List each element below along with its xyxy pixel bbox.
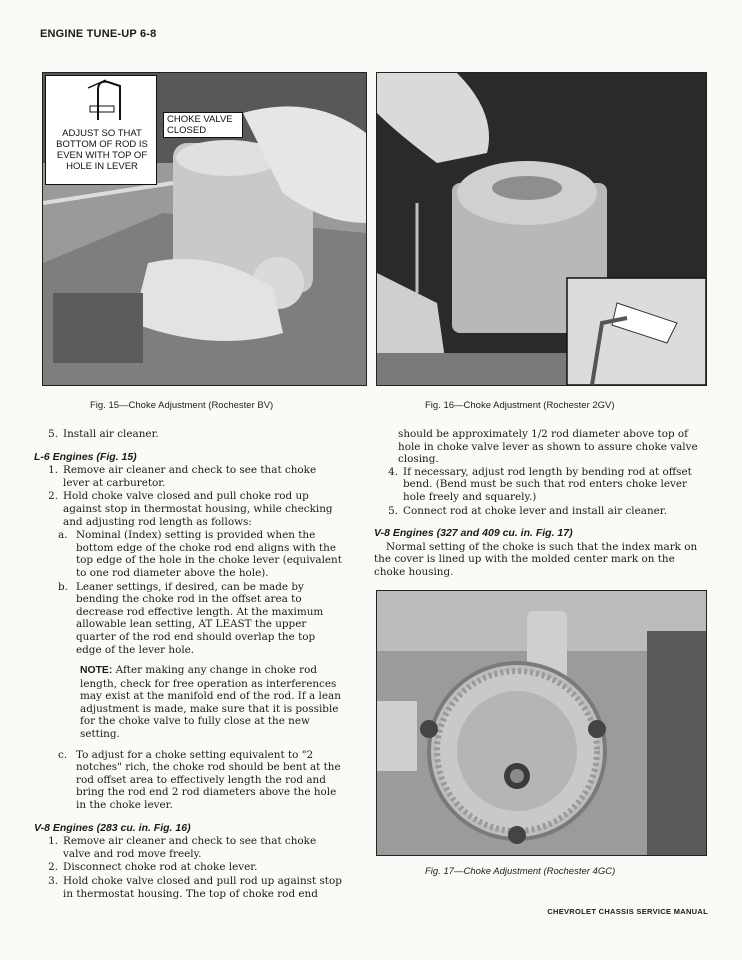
figure-15-caption: Fig. 15—Choke Adjustment (Rochester BV)	[90, 400, 274, 411]
list-item: 2. Hold choke valve closed and pull choke rod up against stop in thermostat housing, while checking and adjusting rod length as follows:	[48, 490, 333, 528]
figure-16-caption: Fig. 16—Choke Adjustment (Rochester 2GV)	[425, 400, 615, 411]
left-column	[34, 428, 344, 901]
list-item: 3. Hold choke valve closed and pull rod up against stop in thermostat housing. The top of choke rod end	[48, 875, 342, 900]
sub-item-b: b. Leaner settings, if desired, can be made by bending the choke rod in the offset area to decrease rod effective length. At the maximum allowable lean setting, AT LEAST the upper quarter of the rod end should overlap the top edge of the lever hole.	[58, 580, 324, 656]
list-item: 2. Disconnect choke rod at choke lever.	[48, 861, 258, 874]
step-5-install: 5. Install air cleaner.	[48, 428, 159, 440]
sub-item-a: a. Nominal (Index) setting is provided when the bottom edge of the choke rod end aligns with the top edge of the hole in the choke lever (equivalent to one rod diameter above the hole).	[58, 529, 342, 579]
figure-17-caption: Fig. 17—Choke Adjustment (Rochester 4GC)	[425, 866, 616, 877]
section-heading-l6: L-6 Engines (Fig. 15)	[34, 450, 137, 463]
list-item: 1. Remove air cleaner and check to see that choke lever at carburetor.	[48, 464, 317, 489]
figure-16-photo	[376, 72, 707, 386]
figure-15-callout-left	[45, 75, 157, 185]
list-item: 4. If necessary, adjust rod length by bending rod at offset bend. (Bend must be such that rod enters choke lever hole freely and squarely.)	[388, 465, 692, 503]
section-heading-v8-327-409: V-8 Engines (327 and 409 cu. in. Fig. 17)	[374, 527, 573, 540]
right-column	[374, 428, 704, 579]
sub-item-c: c. To adjust for a choke setting equivalent to "2 notches" rich, the choke rod should be bent at the rod offset area to effectively length the rod and bring the rod end 2 rod diameters above the hole in the choke lever.	[58, 748, 341, 812]
figure-15-photo	[42, 72, 367, 386]
note-text: After making any change in choke rod length, check for free operation as interferences may exist at the manifold end of the rod. If a lean adjustment is made, make sure that it is possible for the choke valve to fully close at the new setting.	[80, 664, 341, 741]
note-block	[80, 664, 344, 741]
list-item: 1. Remove air cleaner and check to see that choke valve and rod move freely.	[48, 835, 317, 860]
section-heading-v8-283: V-8 Engines (283 cu. in. Fig. 16)	[34, 821, 191, 834]
page-header: ENGINE TUNE-UP 6-8	[40, 28, 157, 40]
figure-17-photo	[376, 590, 707, 856]
figure-15-callout-right: CHOKE VALVE CLOSED	[163, 112, 243, 138]
v8-327-409-text: Normal setting of the choke is such that the index mark on the cover is lined up with the molded center mark on the choke housing.	[374, 540, 698, 578]
continuation-text: should be approximately 1/2 rod diameter above top of hole in choke valve lever as shown to assure choke valve closing.	[398, 428, 698, 466]
page-footer: CHEVROLET CHASSIS SERVICE MANUAL	[547, 907, 708, 916]
figure-15-callout-left-text: ADJUST SO THAT BOTTOM OF ROD IS EVEN WITH TOP OF HOLE IN LEVER	[56, 128, 148, 172]
note-label: NOTE:	[80, 665, 113, 677]
list-item: 5. Connect rod at choke lever and install air cleaner.	[388, 504, 667, 517]
